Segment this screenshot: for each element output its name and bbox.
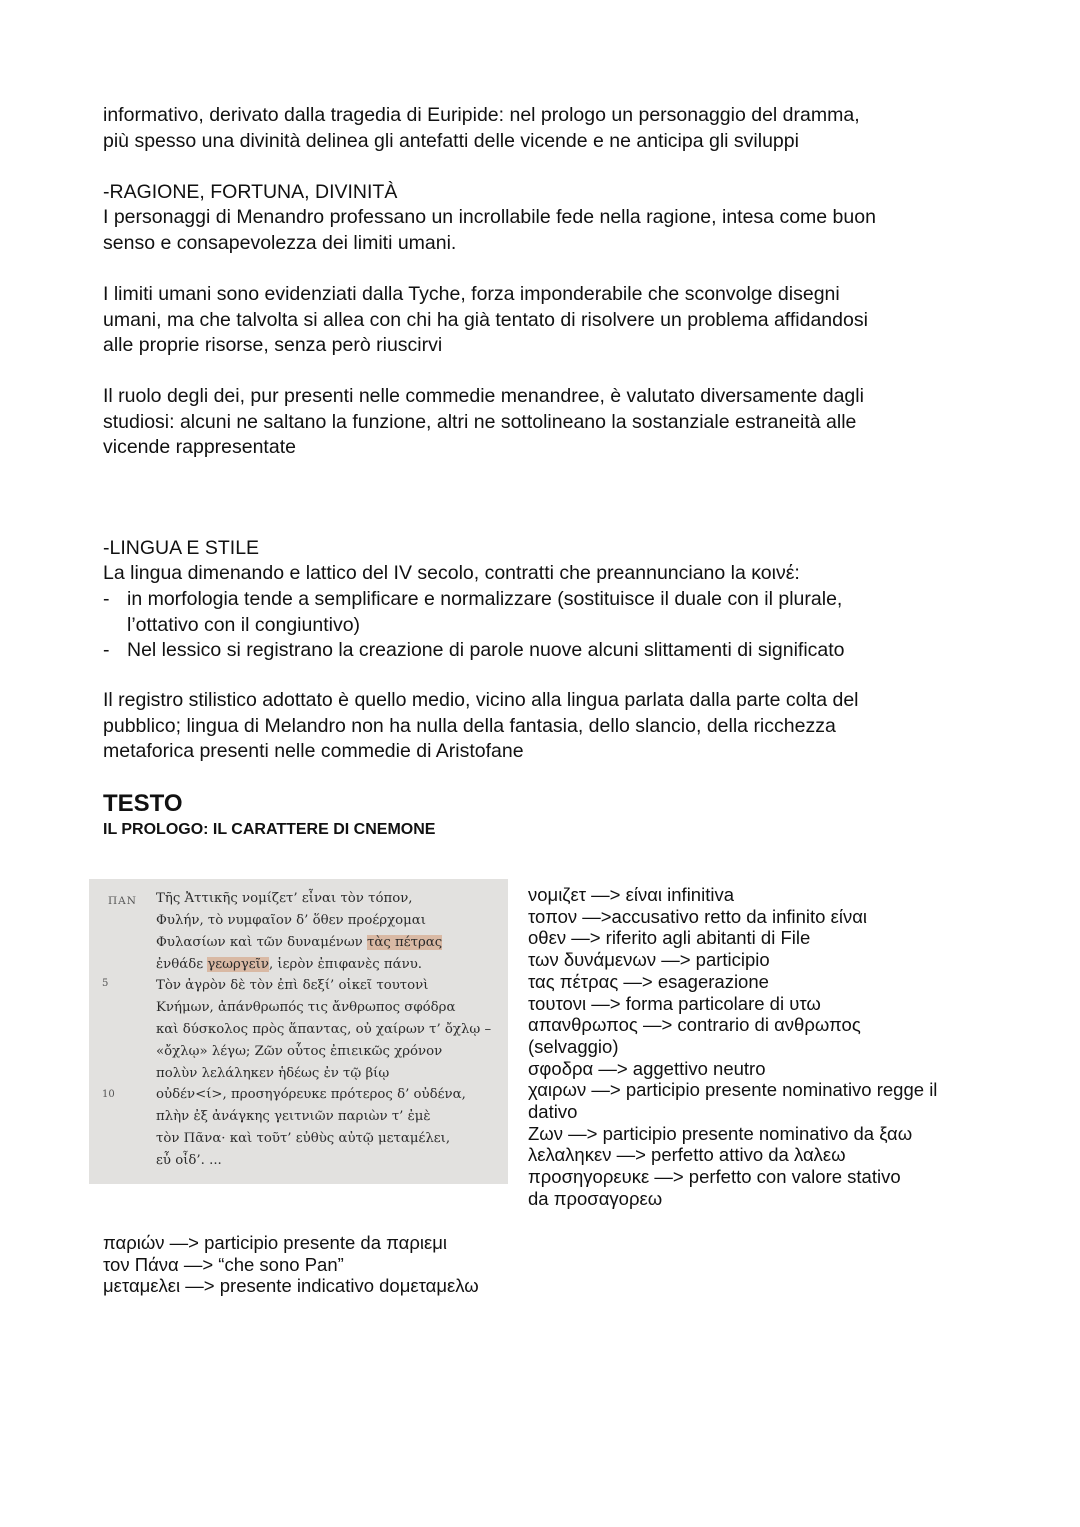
section-heading-ragione: -RAGIONE, FORTUNA, DIVINITÀ [103, 181, 398, 203]
intro-paragraph [103, 103, 983, 154]
text-line: Nel lessico si registrano la creazione di parole nuove alcuni slittamenti di significato [127, 639, 845, 662]
speaker-label: ΠΑΝ [108, 895, 137, 907]
note-line: (selvaggio) [528, 1035, 619, 1057]
note-line: τοπον —>accusativo retto da infinito είναι [528, 905, 868, 927]
note-line: τας πέτρας —> esagerazione [528, 970, 769, 992]
list-item [103, 638, 983, 664]
text-line: alle proprie risorse, senza però riuscirvi [103, 334, 443, 357]
list-item [103, 587, 983, 638]
text-line: vicende rappresentate [103, 436, 296, 459]
text-line: senso e consapevolezza dei limiti umani. [103, 231, 457, 254]
greek-line: Τὸν ἀγρὸν δὲ τὸν ἐπὶ δεξί’ οἰκεῖ τουτονὶ [156, 978, 429, 993]
note-line: σφοδρα —> aggettivo neutro [528, 1057, 766, 1079]
greek-text-photo [89, 879, 508, 1184]
note-line: τον Πάνα —> “che sono Pan” [103, 1253, 344, 1275]
note-line: da προσαγορεω [528, 1187, 663, 1209]
lingua-bullet-list [103, 587, 983, 664]
bullet-dash: - [103, 639, 110, 662]
text-line: I personaggi di Menandro professano un incrollabile fede nella ragione, intesa come buon [103, 206, 876, 228]
ragione-paragraph-2 [103, 282, 983, 359]
lingua-paragraph-2 [103, 688, 983, 765]
note-line: τουτονι —> forma particolare di υτω [528, 992, 821, 1014]
greek-line: ἐνθάδε γεωργεῖν, ἱερὸν ἐπιφανὲς πάνυ. [156, 957, 423, 972]
greek-line: πλὴν ἐξ ἀνάγκης γειτνιῶν παριὼν τ’ ἐμὲ [156, 1109, 431, 1124]
note-line: λελαληκεν —> perfetto attivo da λαλεω [528, 1144, 846, 1166]
ragione-paragraph-3 [103, 384, 983, 461]
note-line: των δυνάμενων —> participio [528, 949, 770, 971]
note-line: Ζων —> participio presente nominativo da ξαω [528, 1122, 913, 1144]
text-line: Il registro stilistico adottato è quello medio, vicino alla lingua parlata dalla parte colta del [103, 689, 859, 711]
grammar-notes-bottom [103, 1232, 703, 1297]
text-line: Il ruolo degli dei, pur presenti nelle commedie menandree, è valutato diversamente dagli [103, 385, 864, 407]
highlighted-text: γεωργεῖν [207, 957, 269, 972]
greek-line: καὶ δύσκολος πρὸς ἅπαντας, οὐ χαίρων τ’ ὄχλῳ – [156, 1022, 492, 1037]
greek-line: Τῆς Ἀττικῆς νομίζετ’ εἶναι τὸν τόπον, [156, 891, 413, 906]
ragione-paragraph-1 [103, 205, 983, 256]
note-line: dativo [528, 1101, 578, 1123]
greek-line: εὖ οἶδ’. ... [156, 1153, 222, 1168]
greek-line: Κνήμων, ἀπάνθρωπός τις ἄνθρωπος σφόδρα [156, 1000, 456, 1015]
text-line: in morfologia tende a semplificare e normalizzare (sostituisce il duale con il plurale, [127, 588, 843, 610]
line-number: 10 [102, 1089, 115, 1100]
greek-line: πολὺν λελάληκεν ἡδέως ἐν τῷ βίῳ [156, 1066, 390, 1081]
text-line: I limiti umani sono evidenziati dalla Tyche, forza imponderabile che sconvolge disegni [103, 283, 840, 305]
text-line: metaforica presenti nelle commedie di Aristofane [103, 740, 524, 763]
greek-line: «ὄχλῳ» λέγω; Ζῶν οὗτος ἐπιεικῶς χρόνον [156, 1044, 443, 1059]
testo-subtitle: IL PROLOGO: IL CARATTERE DI CNEMONE [103, 821, 436, 838]
text-line: umani, ma che talvolta si allea con chi ha già tentato di risolvere un problema affidandosi [103, 308, 868, 331]
note-line: προσηγορευκε —> perfetto con valore stativo [528, 1166, 901, 1188]
text-line: pubblico; lingua di Melandro non ha nulla della fantasia, dello slancio, della ricchezza [103, 714, 836, 737]
text-line: l’ottativo con il congiuntivo) [127, 613, 361, 636]
testo-title: TESTO [103, 790, 183, 817]
highlighted-text: τὰς πέτρας [367, 935, 443, 950]
text-line: informativo, derivato dalla tragedia di Euripide: nel prologo un personaggio del dramma, [103, 104, 860, 126]
note-line: νομιζετ —> είναι infinitiva [528, 884, 734, 905]
line-number: 5 [102, 978, 109, 989]
section-heading-lingua: -LINGUA E STILE [103, 537, 260, 559]
note-line: απανθρωπος —> contrario di ανθρωπος [528, 1014, 861, 1036]
text-line: studiosi: alcuni ne saltano la funzione, altri ne sottolineano la sostanziale estraneità alle [103, 410, 857, 433]
greek-line: οὐδέν<ί>, προσηγόρευκε πρότερος δ’ οὐδένα, [156, 1087, 466, 1102]
text-line: più spesso una divinità delinea gli antefatti delle vicende e ne anticipa gli sviluppi [103, 129, 799, 152]
greek-line: Φυλήν, τὸ νυμφαῖον δ’ ὅθεν προέρχομαι [156, 913, 426, 928]
note-line: παριών —> participio presente da παριεμι [103, 1232, 447, 1253]
note-line: μεταμελει —> presente indicativo doμεταμελω [103, 1275, 479, 1297]
note-line: χαιρων —> participio presente nominativo regge il [528, 1079, 938, 1101]
lingua-intro: La lingua dimenando e lattico del IV secolo, contratti che preannunciano la κοινέ: [103, 562, 800, 584]
greek-line: Φυλασίων καὶ τῶν δυναμένων τὰς πέτρας [156, 935, 443, 950]
grammar-notes-right [528, 884, 998, 1210]
bullet-dash: - [103, 588, 110, 610]
greek-line: τὸν Πᾶνα· καὶ τοῦτ’ εὐθὺς αὐτῷ μεταμέλει, [156, 1131, 451, 1146]
note-line: οθεν —> riferito agli abitanti di File [528, 927, 811, 949]
